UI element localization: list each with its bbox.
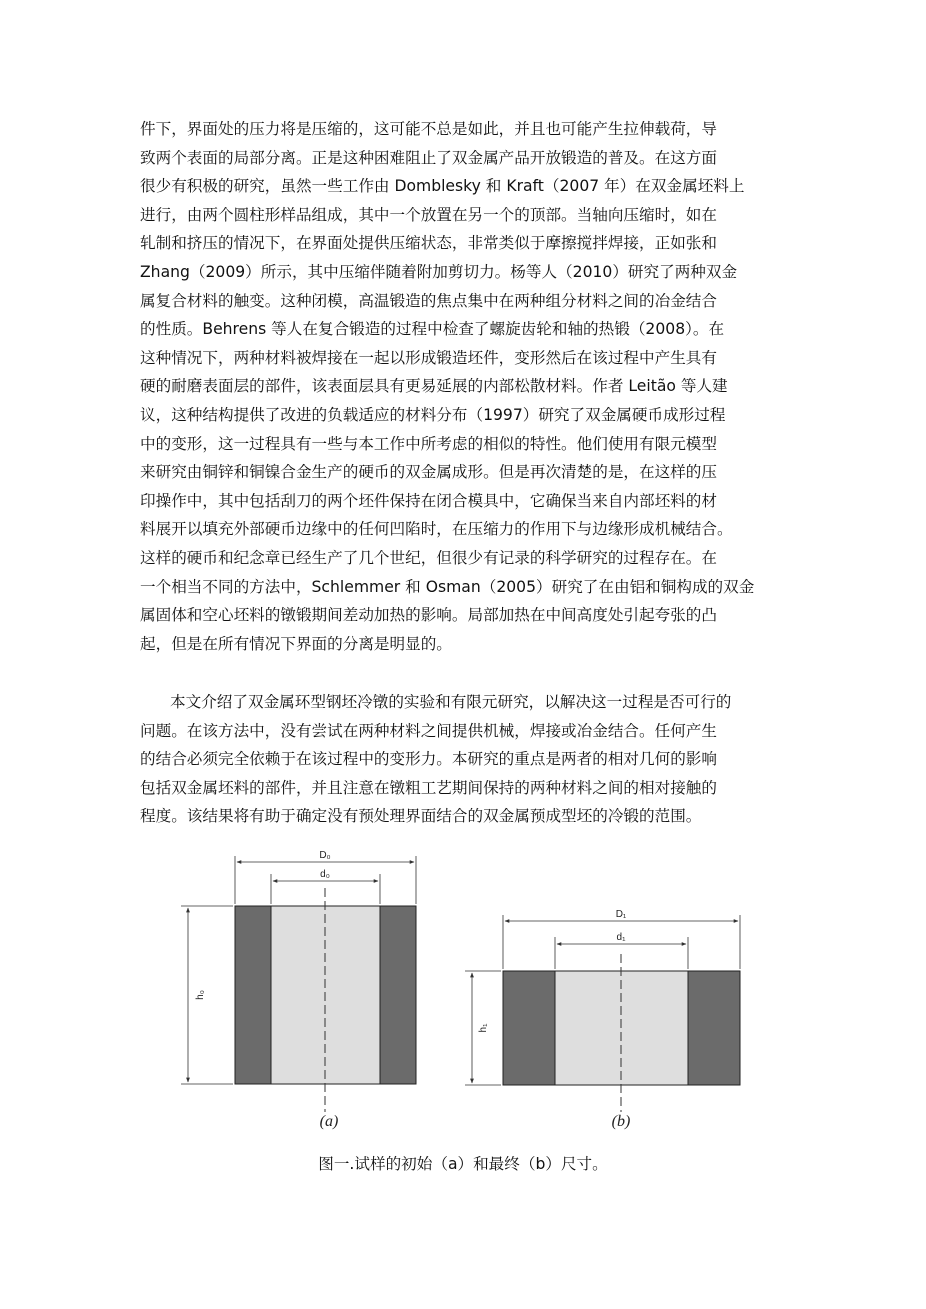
text-line: 件下，界面处的压力将是压缩的，这可能不总是如此，并且也可能产生拉伸载荷，导 [140,120,717,138]
text-line: 硬的耐磨表面层的部件，该表面层具有更易延展的内部松散材料。作者 Leitão 等人建 [140,377,728,396]
text-line: 属固体和空心坯料的镦锻期间差动加热的影响。局部加热在中间高度处引起夸张的凸 [140,606,717,625]
text-line: 属复合材料的触变。这种闭模，高温锻造的焦点集中在两种组分材料之间的冶金结合 [140,291,717,310]
text-line: 致两个表面的局部分离。正是这种困难阻止了双金属产品开放锻造的普及。在这方面 [140,148,717,167]
specimen-b [465,909,740,1130]
text-line: 一个相当不同的方法中，Schlemmer 和 Osman（2005）研究了在由铝和铜构成的双金 [140,577,755,596]
text-line: 的结合必须完全依赖于在该过程中的变形力。本研究的重点是两者的相对几何的影响 [140,750,717,769]
text-line: 轧制和挤压的情况下，在界面处提供压缩状态，非常类似于摩擦搅拌焊接，正如张和 [140,234,717,253]
specimen-figure [0,840,926,1140]
specimen-diagram [0,840,926,1140]
outer-diameter-label-a: D₀ [319,850,331,861]
text-line: 很少有积极的研究，虽然一些工作由 Domblesky 和 Kraft（2007 年）在双金属坯料上 [140,177,745,196]
text-line: 问题。在该方法中，没有尝试在两种材料之间提供机械，焊接或冶金结合。任何产生 [140,721,717,740]
text-line: 的性质。Behrens 等人在复合锻造的过程中检查了螺旋齿轮和轴的热锻（2008）。在 [140,320,725,339]
inner-diameter-label-a: d₀ [320,869,330,880]
text-line: 料展开以填充外部硬币边缘中的任何凹陷时，在压缩力的作用下与边缘形成机械结合。 [140,520,733,539]
text-line: Zhang（2009）所示，其中压缩伴随着附加剪切力。杨等人（2010）研究了两种双金 [140,262,738,281]
text-line: 来研究由铜锌和铜镍合金生产的硬币的双金属成形。但是再次清楚的是，在这样的压 [140,463,717,482]
height-label-b: h₁ [478,1023,489,1033]
figure-caption: 图一.试样的初始（a）和最终（b）尺寸。 [318,1155,608,1173]
text-line: 包括双金属坯料的部件，并且注意在镦粗工艺期间保持的两种材料之间的相对接触的 [140,778,717,797]
outer-ring-right-a [380,906,416,1084]
text-line: 议，这种结构提供了改进的负载适应的材料分布（1997）研究了双金属硬币成形过程 [140,405,726,424]
text-line: 中的变形，这一过程具有一些与本工作中所考虑的相似的特性。他们使用有限元模型 [140,434,717,453]
outer-ring-left-b [503,971,555,1085]
inner-diameter-label-b: d₁ [616,932,626,943]
outer-ring-left-a [235,906,271,1084]
text-line: 印操作中，其中包括刮刀的两个坯件保持在闭合模具中，它确保当来自内部坯料的材 [140,491,717,510]
specimen-a [181,850,416,1130]
subfigure-label-a: (a) [319,1113,339,1130]
text-line: 起，但是在所有情况下界面的分离是明显的。 [140,634,452,653]
text-line: 本文介绍了双金属环型钢坯冷镦的实验和有限元研究，以解决这一过程是否可行的 [170,693,732,711]
subfigure-label-b: (b) [611,1113,631,1130]
text-line: 这样的硬币和纪念章已经生产了几个世纪，但很少有记录的科学研究的过程存在。在 [140,548,717,567]
outer-ring-right-b [688,971,740,1085]
height-label-a: h₀ [195,990,206,1000]
text-line: 这种情况下，两种材料被焊接在一起以形成锻造坯件，变形然后在该过程中产生具有 [140,348,717,367]
text-line: 程度。该结果将有助于确定没有预处理界面结合的双金属预成型坯的冷锻的范围。 [140,807,702,826]
outer-diameter-label-b: D₁ [615,909,627,920]
paragraph-1 [140,115,800,658]
text-line: 进行，由两个圆柱形样品组成，其中一个放置在另一个的顶部。当轴向压缩时，如在 [140,205,717,224]
paragraph-2 [140,688,800,831]
